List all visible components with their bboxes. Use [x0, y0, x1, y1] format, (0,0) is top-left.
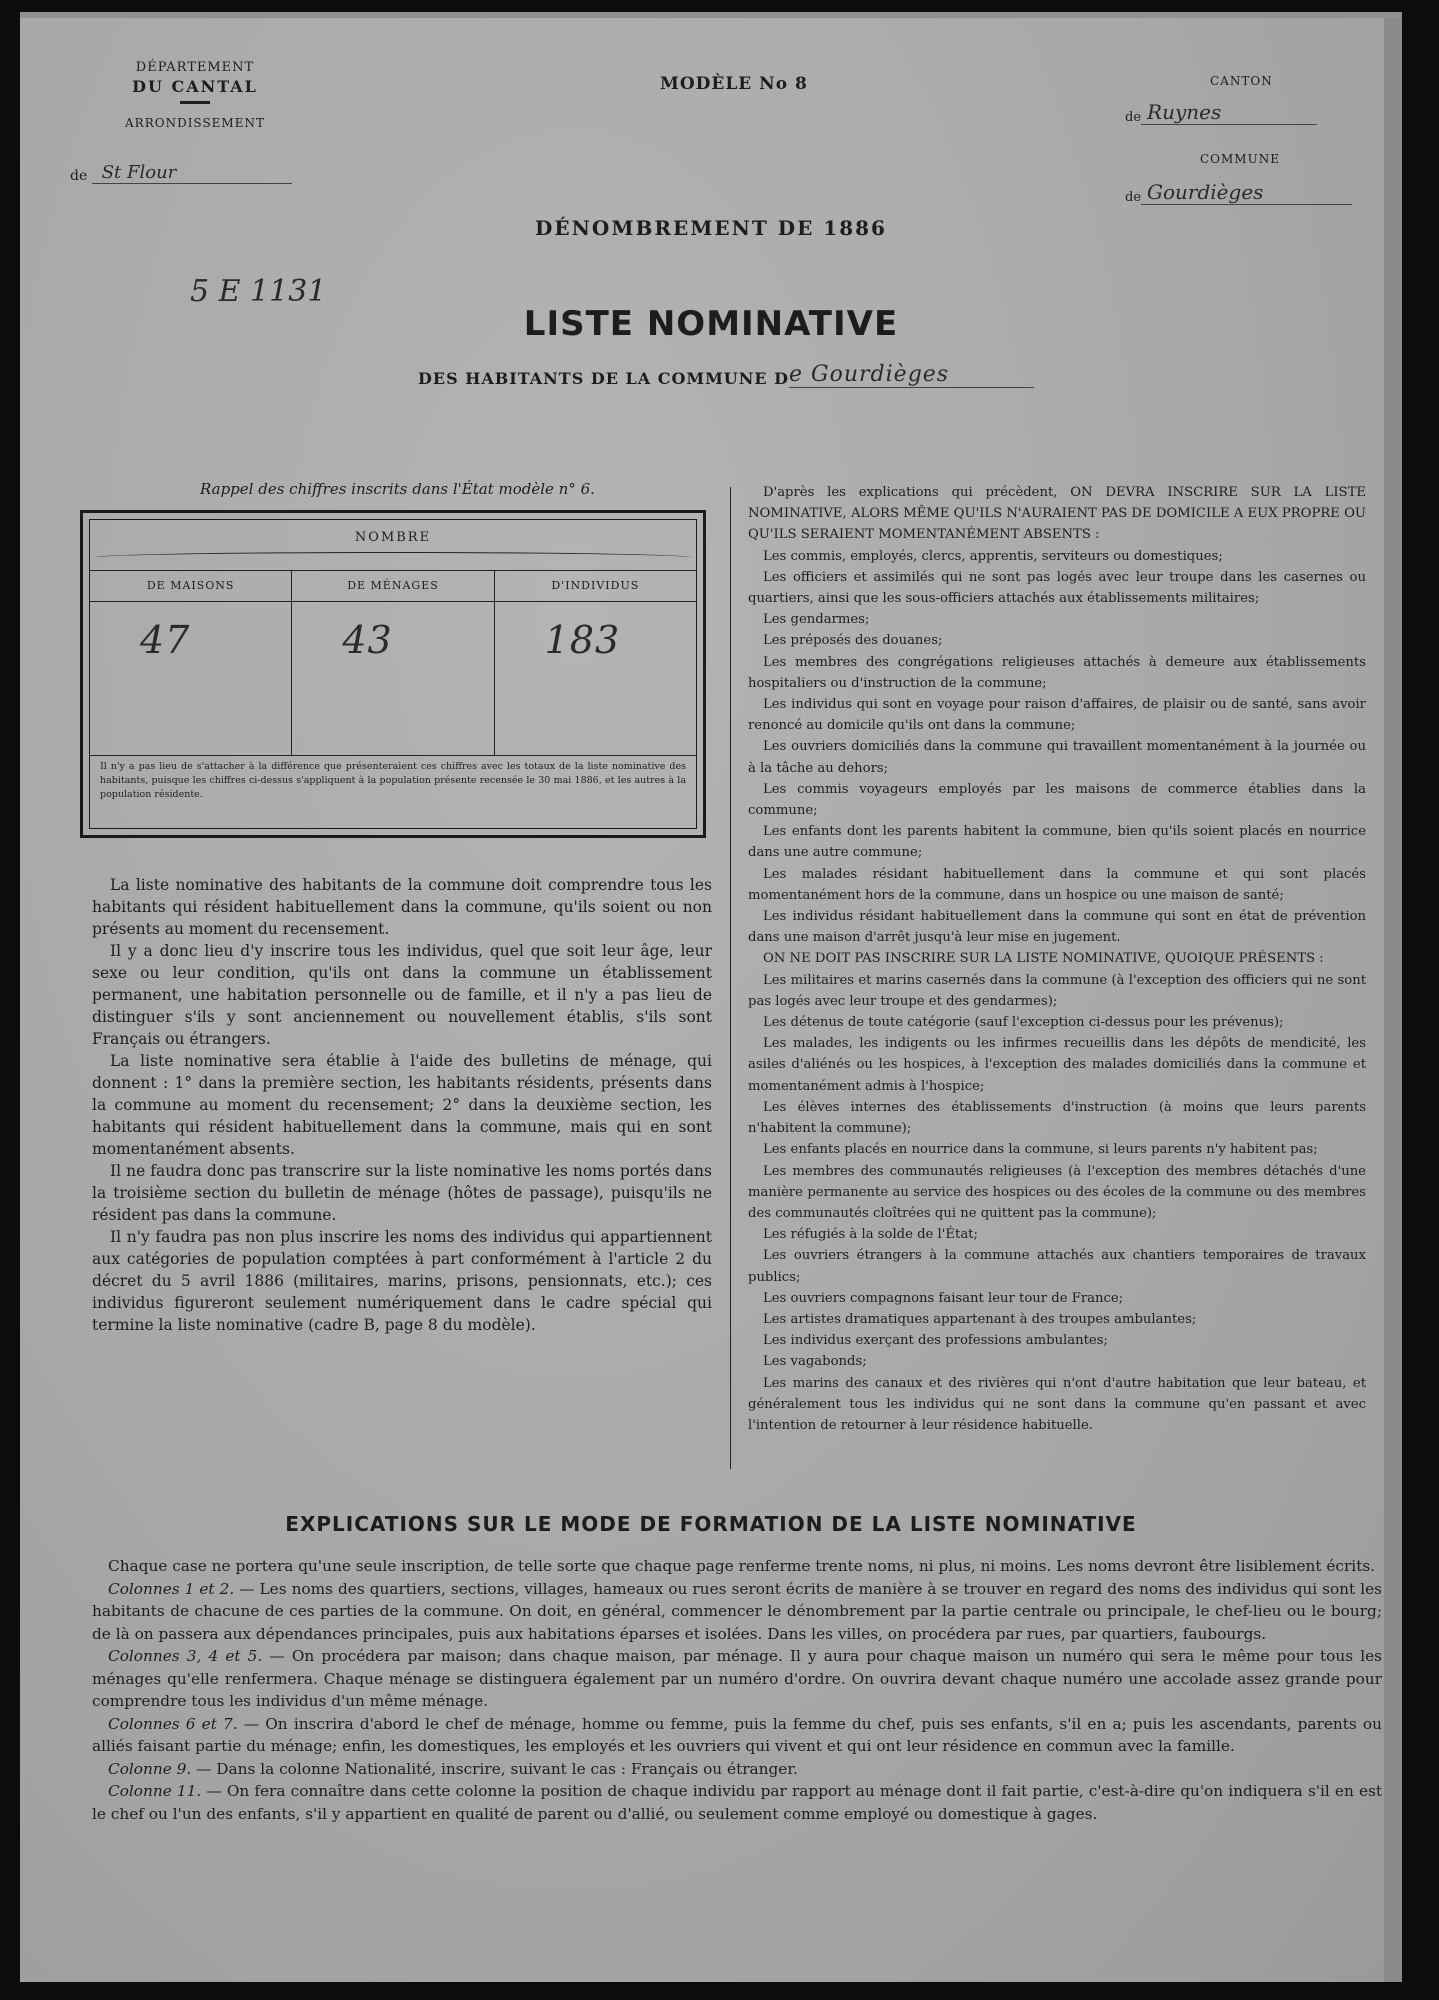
right-paragraph: Les militaires et marins casernés dans la commune (à l'exception des officiers qui ne sont pas logés avec leur troupe et des gendarmes); [748, 972, 1366, 1009]
right-paragraph: Les détenus de toute catégorie (sauf l'exception ci-dessus pour les prévenus); [763, 1015, 1284, 1031]
column-separator [730, 487, 731, 1469]
arrondissement-prefix: de [70, 168, 88, 184]
value-individus: 183 [494, 600, 696, 755]
explications-intro: Chaque case ne portera qu'une seule inscription, de telle sorte que chaque page renferme trente noms, ni plus, ni moins. Les noms devront être lisiblement écrits. [108, 1557, 1376, 1575]
right-paragraph: Les individus résidant habituellement dans la commune qui sont en état de prévention dans une maison d'arrêt jusqu'à leur mise en jugement. [748, 909, 1366, 946]
header-maisons: DE MAISONS [146, 579, 235, 592]
right-paragraph: ON NE DOIT PAS INSCRIRE SUR LA LISTE NOMINATIVE, QUOIQUE PRÉSENTS : [763, 951, 1324, 967]
right-paragraph: Les ouvriers compagnons faisant leur tour de France; [763, 1290, 1124, 1306]
explication-text: — On inscrira d'abord le chef de ménage, homme ou femme, puis la femme du chef, puis ses enfants, s'il en a; puis les ascendants, parents ou alliés faisant partie du ménage; enfin, les domestiques, les employés et les ouvriers qui vivent et qui ont leur résidence en commun avec la famille. [92, 1714, 1382, 1755]
explication-text: — Dans la colonne Nationalité, inscrire, suivant le cas : Français ou étranger. [191, 1759, 798, 1778]
canton-prefix: de [1125, 110, 1142, 125]
rappel-table [80, 510, 706, 838]
explication-item [92, 1780, 1382, 1825]
rappel-caption: Rappel des chiffres inscrits dans l'État modèle n° 6. [200, 480, 595, 498]
right-paragraph: Les enfants dont les parents habitent la commune, bien qu'ils soient placés en nourrice dans une autre commune; [748, 824, 1366, 861]
left-paragraph: Il ne faudra donc pas transcrire sur la liste nominative les noms portés dans la troisième section du bulletin de ménage (hôtes de passage), puisqu'ils ne résident pas dans la commune. [92, 1162, 712, 1224]
right-paragraph: Les ouvriers domiciliés dans la commune qui travaillent momentanément à la journée ou à la tâche au dehors; [748, 739, 1366, 776]
liste-nominative-title: LISTE NOMINATIVE [523, 304, 899, 344]
right-paragraph: Les officiers et assimilés qui ne sont pas logés avec leur troupe dans les casernes ou quartiers, ainsi que les sous-officiers attachés aux établissements militaires; [748, 569, 1366, 607]
habitants-line [418, 362, 1034, 388]
value-menages: 43 [291, 600, 493, 755]
arrondissement-label: ARRONDISSEMENT [125, 116, 265, 130]
nombre-header: NOMBRE [354, 530, 432, 545]
explication-item [92, 1713, 1382, 1758]
right-paragraph: Les membres des communautés religieuses (à l'exception des membres détachés d'une manière permanente au service des hospices ou des écoles de la commune ou des membres des communautés cloîtrées qui ne quittent pas la commune); [748, 1163, 1366, 1221]
explication-label: Colonne 9. [108, 1759, 192, 1778]
explications-text [92, 1555, 1382, 1825]
habitants-label: DES HABITANTS DE LA COMMUNE D [418, 369, 790, 388]
right-paragraph: Les commis, employés, clercs, apprentis, serviteurs ou domestiques; [763, 548, 1223, 564]
departement-name: DU CANTAL [132, 77, 258, 96]
right-paragraph: Les marins des canaux et des rivières qui n'ont d'autre habitation que leur bateau, et généralement tous les individus qui ne sont dans la commune qu'en passant et avec l'intention de retourner à leur résidence habituelle. [748, 1375, 1366, 1433]
explication-item [92, 1578, 1382, 1646]
right-paragraph: Les ouvriers étrangers à la commune attachés aux chantiers temporaires de travaux publics; [748, 1248, 1366, 1285]
explication-text: — Les noms des quartiers, sections, villages, hameaux ou rues seront écrits de manière à se trouver en regard des noms des individus qui sont les habitants de chacune de ces parties de la commune. On doit, en général, commencer le dénombrement par la partie centrale ou principale, le chef-lieu ou le bourg; de là on passera aux dépendances principales, puis aux habitations éparses et isolées. Dans les villes, on procédera par rues, par quartiers, faubourgs. [92, 1579, 1382, 1643]
right-paragraph: Les réfugiés à la solde de l'État; [763, 1227, 978, 1243]
canton-label: CANTON [1210, 74, 1273, 88]
brace-decoration [94, 552, 692, 563]
left-paragraph: Il y a donc lieu d'y inscrire tous les individus, quel que soit leur âge, leur sexe ou leur condition, qu'ils ont dans la commune un établissement permanent, une habitation personnelle ou de famille, et il n'y a pas lieu de distinguer s'ils y sont anciennement ou nouvellement établis, s'ils sont Français ou étrangers. [92, 942, 712, 1048]
explication-label: Colonnes 6 et 7. [108, 1714, 238, 1733]
arrondissement-value: St Flour [92, 162, 292, 184]
header-menages: DE MÉNAGES [291, 571, 493, 601]
canton-value: Ruynes [1141, 100, 1317, 125]
commune-label: COMMUNE [1200, 152, 1280, 166]
explication-text: — On procédera par maison; dans chaque maison, par ménage. Il y aura pour chaque maison un numéro qui sera le même pour tous les ménages qu'elle renfermera. Chaque ménage se distinguera également par un numéro d'ordre. On ouvrira devant chaque numéro une accolade assez grande pour comprendre tous les individus d'un même ménage. [92, 1647, 1382, 1710]
model-number: MODÈLE No 8 [660, 74, 808, 94]
department-block [95, 60, 295, 130]
left-paragraph: La liste nominative des habitants de la commune doit comprendre tous les habitants qui résident habituellement dans la commune, qu'ils soient ou non présents au moment du recensement. [92, 876, 712, 938]
departement-label: DÉPARTEMENT [135, 60, 255, 75]
arrondissement-line [70, 162, 300, 184]
right-paragraph: Les enfants placés en nourrice dans la commune, si leurs parents n'y habitent pas; [763, 1142, 1318, 1158]
right-column-text [748, 482, 1366, 1436]
explication-text: — On fera connaître dans cette colonne la position de chaque individu par rapport au ménage dont il fait partie, c'est-à-dire qu'on indiquera s'il en est le chef ou l'un des enfants, s'il y appartient en qualité de parent ou d'allié, ou seulement comme employé ou domestique à gages. [92, 1782, 1383, 1823]
rappel-note: Il n'y a pas lieu de s'attacher à la différence que présenteraient ces chiffres avec les totaux de la liste nominative des habitants, puisque les chiffres ci-dessus s'appliquent à la population présente recensée le 30 mai 1886, et les autres à la population résidente. [100, 761, 686, 800]
right-paragraph: Les gendarmes; [763, 612, 870, 628]
right-paragraph: Les malades, les indigents ou les infirmes recueillis dans les dépôts de mendicité, les asiles d'aliénés ou les hospices, à l'exception des malades domiciliés dans la commune et momentanément admis à l'hospice; [748, 1036, 1366, 1094]
right-paragraph: Les vagabonds; [763, 1354, 867, 1370]
right-paragraph: D'après les explications qui précèdent, ON DEVRA INSCRIRE SUR LA LISTE NOMINATIVE, ALORS MÊME QU'ILS N'AURAIENT PAS DE DOMICILE A EUX PROPRE OU QU'ILS SERAIENT MOMENTANÉMENT ABSENTS : [748, 485, 1366, 543]
canton-line [1125, 100, 1317, 125]
right-paragraph: Les individus exerçant des professions ambulantes; [763, 1333, 1108, 1349]
commune-value: Gourdièges [1141, 180, 1352, 205]
explication-label: Colonnes 1 et 2. [108, 1579, 235, 1598]
right-paragraph: Les commis voyageurs employés par les maisons de commerce établies dans la commune; [748, 781, 1366, 819]
rappel-headers [90, 570, 696, 602]
right-paragraph: Les individus qui sont en voyage pour raison d'affaires, de plaisir ou de santé, sans avoir renoncé au domicile qu'ils ont dans la commune; [748, 697, 1366, 734]
explication-label: Colonnes 3, 4 et 5. [108, 1647, 263, 1665]
right-paragraph: Les artistes dramatiques appartenant à des troupes ambulantes; [763, 1311, 1197, 1327]
rappel-values [90, 600, 696, 756]
habitants-commune-value: e Gourdièges [789, 362, 1034, 388]
right-paragraph: Les élèves internes des établissements d'instruction (à moins que leurs parents n'habitent la commune); [748, 1099, 1366, 1137]
left-paragraph: Il n'y faudra pas non plus inscrire les noms des individus qui appartiennent aux catégories de population comptées à part conformément à l'article 2 du décret du 5 avril 1886 (militaires, marins, prisons, pensionnats, etc.); ces individus figureront seulement numériquement dans le cadre spécial qui termine la liste nominative (cadre B, page 8 du modèle). [92, 1228, 712, 1334]
header-individus: D'INDIVIDUS [494, 571, 696, 601]
right-paragraph: Les préposés des douanes; [763, 633, 943, 649]
divider [180, 101, 210, 104]
explication-label: Colonne 11. [108, 1782, 202, 1800]
explication-item [92, 1645, 1382, 1713]
archive-stamp: 5 E 1131 [190, 274, 327, 309]
commune-line [1125, 180, 1352, 205]
right-paragraph: Les malades résidant habituellement dans la commune et qui sont placés momentanément hors de la commune, dans un hospice ou une maison de santé; [748, 866, 1366, 903]
commune-prefix: de [1125, 190, 1142, 205]
explication-item [92, 1758, 1382, 1781]
explications-title: EXPLICATIONS SUR LE MODE DE FORMATION DE LA LISTE NOMINATIVE [285, 1512, 1137, 1536]
left-column-text [92, 874, 712, 1336]
denombrement-title: DÉNOMBREMENT DE 1886 [535, 216, 887, 240]
document-page [20, 12, 1402, 1982]
right-paragraph: Les membres des congrégations religieuses attachés à demeure aux établissements hospitaliers ou d'instruction de la commune; [748, 654, 1366, 691]
value-maisons: 47 [140, 618, 191, 662]
rappel-table-inner [89, 519, 697, 829]
page-edge-top [20, 12, 1402, 18]
left-paragraph: La liste nominative sera établie à l'aide des bulletins de ménage, qui donnent : 1° dans la première section, les habitants résidents, présents dans la commune au moment du recensement; 2° dans la deuxième section, les habitants qui résident habituellement dans la commune, mais qui en sont momentanément absents. [92, 1052, 712, 1158]
